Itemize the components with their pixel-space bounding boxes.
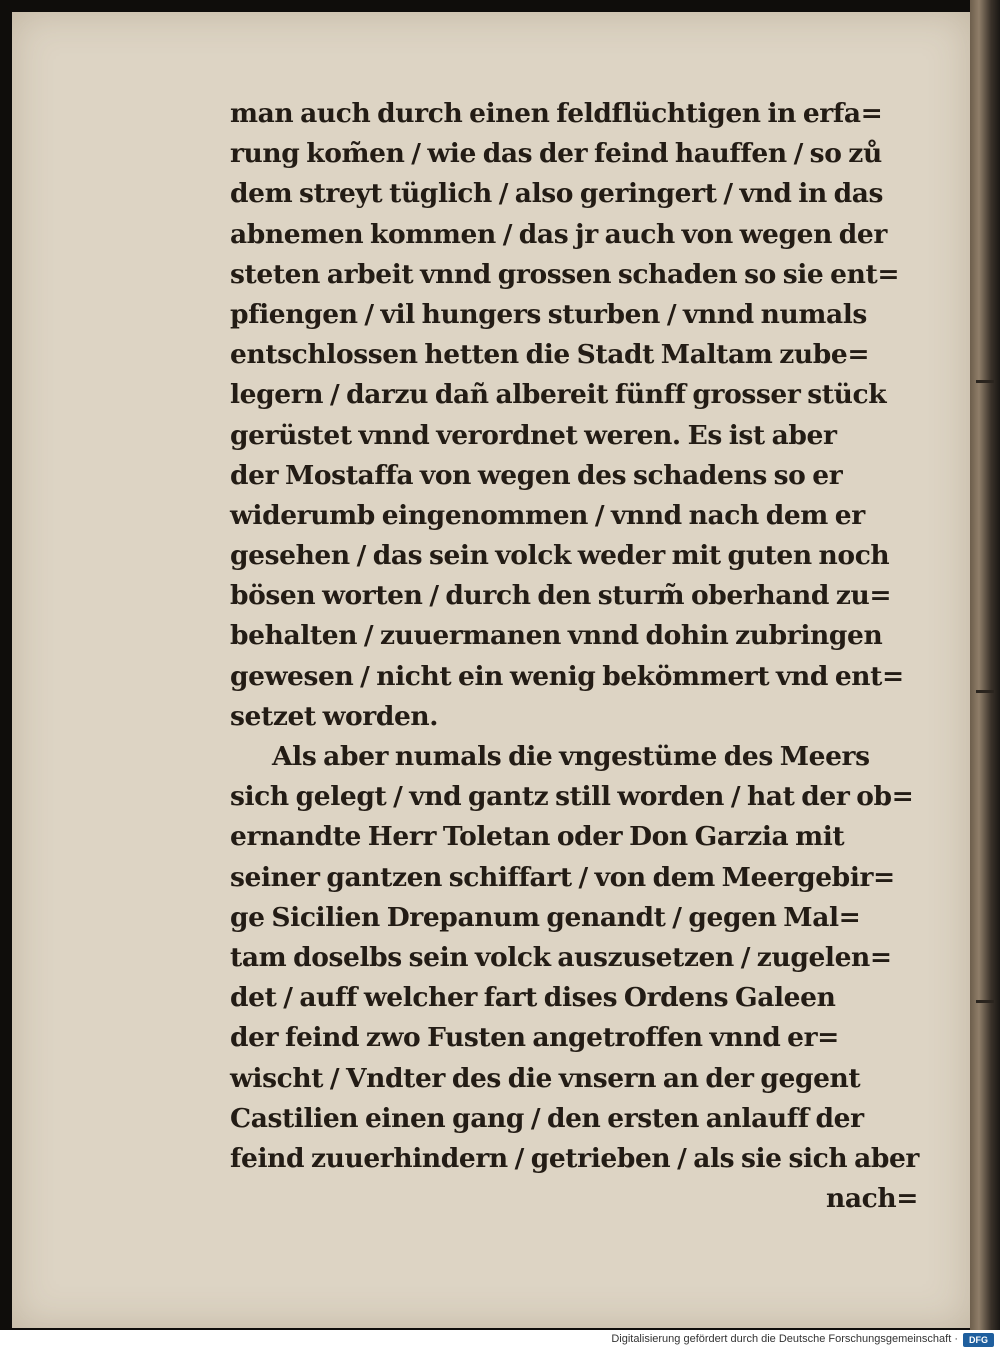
text-line: feind zuuerhindern / getrieben / als sie sich aber [230,1142,919,1174]
text-line: ernandte Herr Toletan oder Don Garzia mit [230,821,845,853]
text-line: widerumb eingenommen / vnnd nach dem er [230,499,865,531]
text-line: steten arbeit vnnd grossen schaden so sie ent= [230,258,900,290]
text-line: gewesen / nicht ein wenig bekömmert vnd ent= [230,660,904,692]
footer-bar [0,1330,1000,1351]
text-line: man auch durch einen feldflüchtigen in erfa= [230,98,883,129]
text-line: tam doselbs sein volck auszusetzen / zugelen= [230,941,892,973]
text-line: bösen worten / durch den sturm̃ oberhand zu= [230,580,892,612]
text-line: Als aber numals die vngestüme des Meers [272,741,870,772]
text-line: seiner gantzen schiffart / von dem Meergebir= [230,861,895,893]
text-block [230,94,930,1219]
text-line: der Mostaffa von wegen des schadens so er [230,459,843,491]
dfg-logo-icon[interactable] [963,1333,994,1347]
funding-credit: Digitalisierung gefördert durch die Deutsche Forschungsgemeinschaft · [611,1333,958,1345]
text-line: rung kom̃en / wie das der feind hauffen / so zů [230,138,882,170]
text-line: sich gelegt / vnd gantz still worden / hat der ob= [230,781,914,813]
binding-mark [976,690,994,693]
text-line: det / auff welcher fart dises Ordens Galeen [230,982,836,1014]
dfg-logo-label: DFG [969,1335,988,1345]
text-line: der feind zwo Fusten angetroffen vnnd er= [230,1022,839,1054]
text-line: nach= [825,1183,918,1215]
text-line: entschlossen hetten die Stadt Maltam zube= [230,339,870,371]
text-line: pfiengen / vil hungers sturben / vnnd numals [230,298,867,330]
text-line: gerüstet vnnd verordnet weren. Es ist aber [230,419,837,451]
text-line: wischt / Vndter des die vnsern an der gegent [230,1062,861,1094]
text-line: setzet worden. [230,700,439,732]
text-line: legern / darzu dañ albereit fünff grosser stück [230,379,887,411]
text-line: behalten / zuuermanen vnnd dohin zubringen [230,620,883,652]
binding-mark [976,380,994,383]
text-line: dem streyt tüglich / also geringert / vnd in das [230,178,884,210]
binding-mark [976,1000,994,1003]
text-line: Castilien einen gang / den ersten anlauff der [230,1102,864,1134]
text-line: ge Sicilien Drepanum genandt / gegen Mal= [230,901,861,933]
text-line: abnemen kommen / das jr auch von wegen der [230,218,887,250]
text-line: gesehen / das sein volck weder mit guten noch [230,540,890,572]
book-binding-edge [970,0,1000,1330]
book-page [12,12,970,1328]
